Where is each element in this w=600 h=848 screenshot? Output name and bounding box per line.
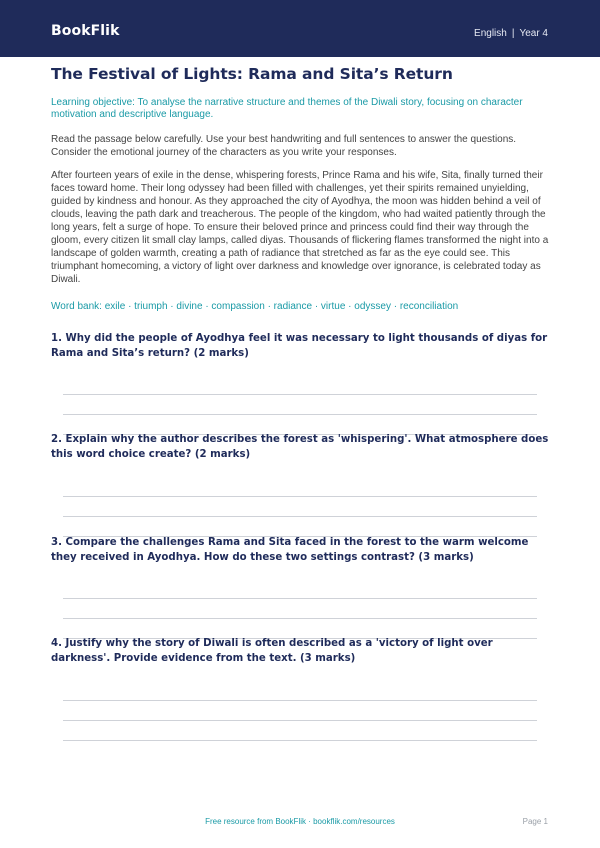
question-4: 4. Justify why the story of Diwali is often described as a 'victory of light over darkness'. Provide evidence from the text. (3 marks) (51, 638, 493, 664)
answer-line[interactable] (63, 618, 537, 619)
question-1: 1. Why did the people of Ayodhya feel it was necessary to light thousands of diyas for Rama and Sita’s return? (2 marks) (51, 333, 548, 359)
answer-line[interactable] (63, 700, 537, 701)
page-number: Page 1 (522, 817, 548, 826)
learning-objective: Learning objective: To analyse the narrative structure and themes of the Diwali story, focusing on character motivation and descriptive language. (51, 97, 523, 120)
answer-line[interactable] (63, 720, 537, 721)
answer-line[interactable] (63, 598, 537, 599)
worksheet-title: The Festival of Lights: Rama and Sita’s Return (51, 65, 453, 83)
reading-passage: After fourteen years of exile in the dense, whispering forests, Prince Rama and his wife, Sita, finally turned their faces toward home. Their long odyssey had been filled with challenges, yet their spirits remained unyielding, guided by kindness and honour. As they approached the city of Ayodhya, the moon was hidden behind a veil of clouds, leaving the path dark and treacherous. The people of the kingdom, who had waited patiently through the long years, felt a surge of hope. To ensure their beloved prince and princess could find their way through the gloom, every citizen lit small clay lamps, called diyas. Thousands of flickering flames transformed the night into a landscape of golden warmth, creating a path of radiance that stretched as far as the eye could see. This triumphant homecoming, a victory of light over darkness and knowledge over ignorance, is celebrated today as Diwali. (51, 170, 549, 285)
subject-label: English (474, 28, 507, 39)
question-2: 2. Explain why the author describes the forest as 'whispering'. What atmosphere does this word choice create? (2 marks) (51, 434, 549, 460)
answer-line[interactable] (63, 496, 537, 497)
answer-line[interactable] (63, 414, 537, 415)
page-header (0, 0, 600, 57)
footer-credit[interactable]: Free resource from BookFlik · bookflik.com/resources (205, 817, 395, 826)
word-bank: Word bank: exile · triumph · divine · compassion · radiance · virtue · odyssey · reconciliation (51, 301, 459, 312)
meta-separator: | (511, 28, 515, 39)
question-3: 3. Compare the challenges Rama and Sita faced in the forest to the warm welcome they received in Ayodhya. How do these two settings contrast? (3 marks) (51, 537, 529, 563)
brand-logo: BookFlik (51, 23, 120, 39)
answer-line[interactable] (63, 516, 537, 517)
instructions: Read the passage below carefully. Use your best handwriting and full sentences to answer the questions. Consider the emotional journey of the characters as you write your responses. (51, 134, 517, 158)
header-meta (474, 28, 548, 39)
year-label: Year 4 (519, 28, 548, 39)
answer-line[interactable] (63, 394, 537, 395)
answer-line[interactable] (63, 740, 537, 741)
